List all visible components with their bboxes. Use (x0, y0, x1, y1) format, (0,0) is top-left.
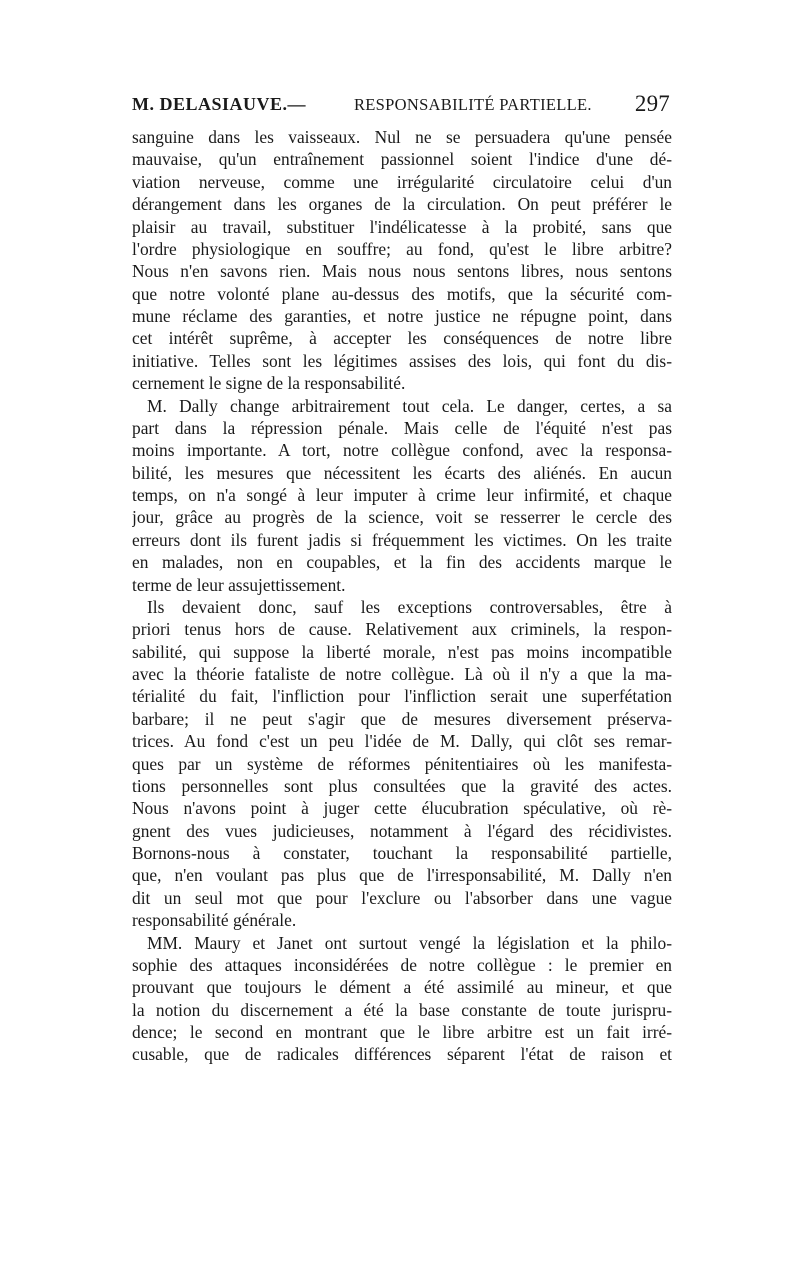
text-line: bilité, les mesures que nécessitent les écarts des aliénés. En aucun (132, 462, 672, 483)
text-line: priori tenus hors de cause. Relativement aux criminels, la respon- (132, 619, 672, 640)
text-line: que notre volonté plane au-dessus des motifs, que la sécurité com- (132, 283, 672, 304)
text-line: dence; le second en montrant que le libre arbitre est un fait irré- (132, 1022, 672, 1042)
header-author: M. DELASIAUVE.— (132, 94, 307, 114)
text-line: en malades, non en coupables, et la fin des accidents marque le (132, 552, 672, 573)
paragraph-first-line: Ils devaient donc, sauf les exceptions controversables, être à (147, 596, 672, 617)
text-line: dérangement dans les organes de la circulation. On peut préférer le (132, 194, 672, 215)
text-line: plaisir au travail, substituer l'indélicatesse à la probité, sans que (132, 216, 672, 237)
text-line: trices. Au fond c'est un peu l'idée de M. Dally, qui clôt ses remar- (132, 731, 672, 752)
text-line: mauvaise, qu'un entraînement passionnel soient l'indice d'une dé- (132, 149, 672, 170)
text-line: Nous n'avons point à juger cette élucubration spéculative, où rè- (132, 798, 672, 819)
text-line: que, n'en voulant pas plus que de l'irresponsabilité, M. Dally n'en (132, 865, 672, 886)
text-line: viation nerveuse, comme une irrégularité circulatoire celui d'un (132, 171, 672, 192)
text-line: tions personnelles sont plus consultées que la gravité des actes. (132, 775, 672, 796)
text-line: prouvant que toujours le dément a été assimilé au mineur, et que (132, 977, 672, 998)
text-line: cet intérêt suprême, à accepter les conséquences de notre libre (132, 328, 672, 349)
text-line: initiative. Telles sont les légitimes assises des lois, qui font du dis- (132, 350, 672, 371)
text-line: gnent des vues judicieuses, notamment à l'égard des récidivistes. (132, 820, 672, 841)
text-line: cernement le signe de la responsabilité. (132, 373, 406, 394)
text-line: erreurs dont ils furent jadis si fréquemment les victimes. On les traite (132, 529, 672, 550)
text-line: sanguine dans les vaisseaux. Nul ne se persuadera qu'une pensée (132, 127, 672, 147)
text-line: cusable, que de radicales différences séparent l'état de raison et (132, 1044, 672, 1065)
text-line: part dans la répression pénale. Mais celle de l'équité n'est pas (132, 417, 672, 438)
text-line: mune réclame des garanties, et notre justice ne répugne point, dans (132, 306, 672, 326)
text-line: térialité du fait, l'infliction pour l'infliction serait une superfétation (132, 686, 672, 707)
text-line: ques par un système de réformes pénitentiaires où les manifesta- (132, 753, 672, 774)
text-line: l'ordre physiologique en souffre; au fond, qu'est le libre arbitre? (132, 238, 672, 259)
paragraph-first-line: MM. Maury et Janet ont surtout vengé la législation et la philo- (147, 932, 672, 953)
paragraph-first-line: M. Dally change arbitrairement tout cela. Le danger, certes, a sa (147, 395, 672, 416)
text-line: moins importante. A tort, notre collègue confond, avec la responsa- (132, 440, 672, 461)
text-line: temps, on n'a songé à leur imputer à crime leur infirmité, et chaque (132, 485, 672, 505)
text-line: responsabilité générale. (132, 910, 297, 931)
text-line: jour, grâce au progrès de la science, voit se resserrer le cercle des (132, 507, 672, 528)
page-number: 297 (634, 91, 670, 116)
text-line: Nous n'en savons rien. Mais nous nous sentons libres, nous sentons (132, 261, 672, 282)
header-title: RESPONSABILITÉ PARTIELLE. (354, 95, 592, 114)
text-line: Bornons-nous à constater, touchant la responsabilité partielle, (132, 843, 672, 863)
text-line: sophie des attaques inconsidérées de notre collègue : le premier en (132, 954, 672, 975)
text-line: sabilité, qui suppose la liberté morale, n'est pas moins incompatible (132, 641, 672, 662)
text-line: terme de leur assujettissement. (132, 574, 346, 595)
text-line: barbare; il ne peut s'agir que de mesures diversement préserva- (132, 708, 672, 729)
running-header (132, 91, 670, 122)
text-line: la notion du discernement a été la base constante de toute jurispru- (132, 999, 672, 1020)
text-line: avec la théorie fataliste de notre collègue. Là où il n'y a que la ma- (132, 664, 672, 684)
text-line: dit un seul mot que pour l'exclure ou l'absorber dans une vague (132, 887, 672, 908)
body-text (132, 126, 672, 1066)
